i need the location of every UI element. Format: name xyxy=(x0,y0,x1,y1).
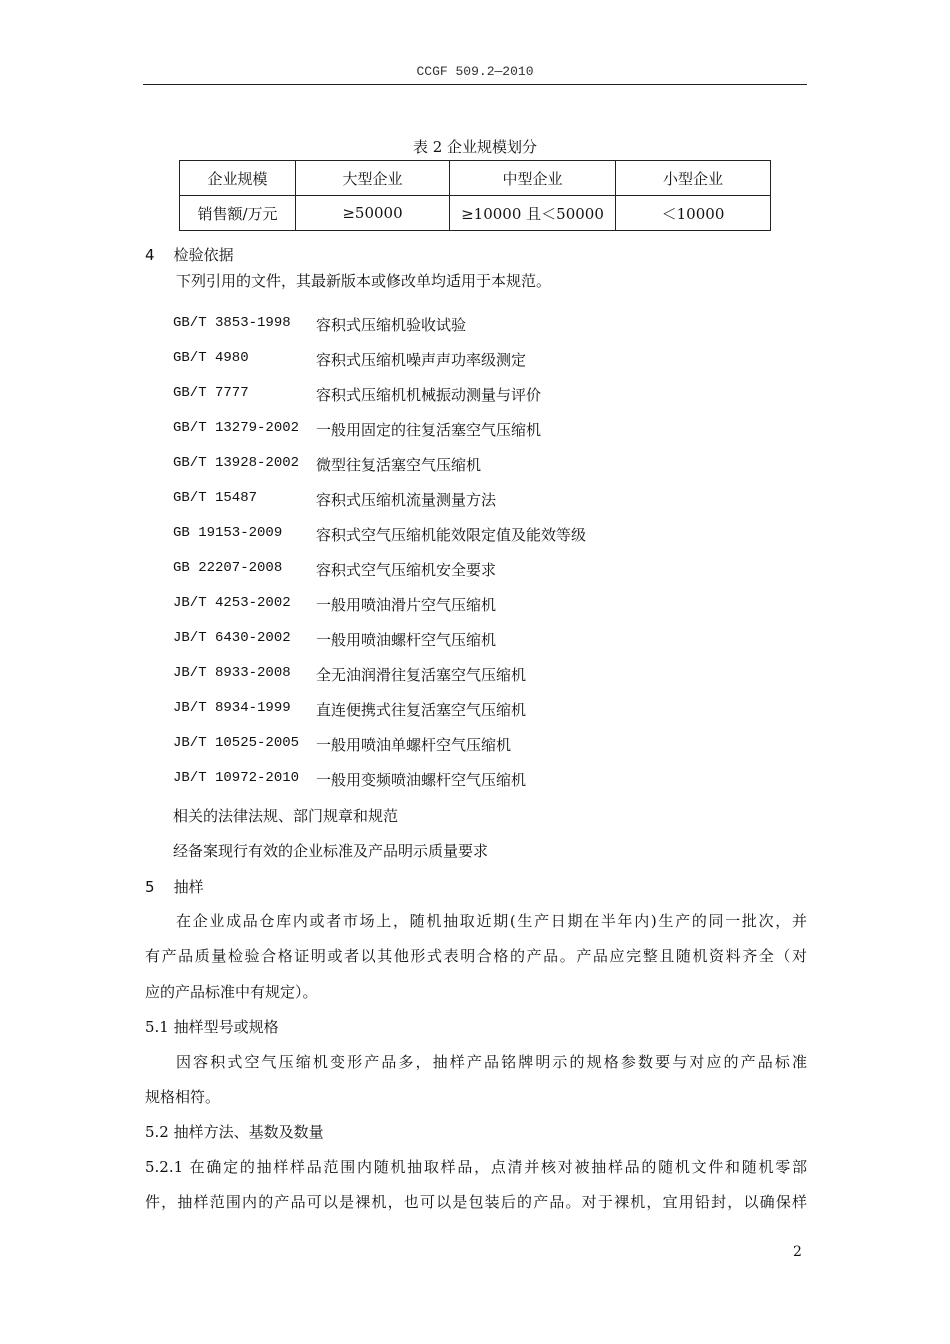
section-4-heading: 4 检验依据 xyxy=(145,246,234,264)
reference-code: JB/T 8934-1999 xyxy=(173,700,291,716)
paragraph-line: 5.2.1 在确定的抽样样品范围内随机抽取样品，点清并核对被抽样品的随机文件和随机零部 xyxy=(145,1158,807,1176)
reference-code: JB/T 4253-2002 xyxy=(173,595,291,611)
reference-title: 容积式压缩机机械振动测量与评价 xyxy=(316,386,542,404)
paragraph-line: 规格相符。 xyxy=(145,1088,221,1106)
reference-code: GB/T 13279-2002 xyxy=(173,420,300,436)
table-header-row xyxy=(180,161,771,196)
reference-title: 一般用喷油螺杆空气压缩机 xyxy=(316,631,497,649)
table-cell: ≥50000 xyxy=(296,196,450,231)
section-4-intro: 下列引用的文件，其最新版本或修改单均适用于本规范。 xyxy=(176,272,552,290)
page-number: 2 xyxy=(793,1244,802,1260)
reference-code: GB/T 4980 xyxy=(173,350,249,366)
enterprise-scale-table xyxy=(179,160,771,231)
subsection-5-2-heading: 5.2 抽样方法、基数及数量 xyxy=(145,1123,324,1141)
reference-title: 全无油润滑往复活塞空气压缩机 xyxy=(316,666,527,684)
reference-code: JB/T 10525-2005 xyxy=(173,735,300,751)
document-header-code: CCGF 509.2—2010 xyxy=(416,64,534,79)
reference-title: 容积式空气压缩机安全要求 xyxy=(316,561,497,579)
reference-code: JB/T 8933-2008 xyxy=(173,665,291,681)
reference-title: 容积式压缩机验收试验 xyxy=(316,316,467,334)
reference-code: GB/T 3853-1998 xyxy=(173,315,291,331)
reference-title: 微型往复活塞空气压缩机 xyxy=(316,456,482,474)
reference-code: GB/T 13928-2002 xyxy=(173,455,300,471)
reference-title: 一般用喷油滑片空气压缩机 xyxy=(316,596,497,614)
paragraph-line: 有产品质量检验合格证明或者以其他形式表明合格的产品。产品应完整且随机资料齐全（对 xyxy=(145,947,807,965)
reference-code: GB/T 15487 xyxy=(173,490,258,506)
table-cell: ≥10000 且＜50000 xyxy=(450,196,616,231)
table-cell: 小型企业 xyxy=(616,161,771,196)
reference-title: 一般用变频喷油螺杆空气压缩机 xyxy=(316,771,527,789)
reference-code: GB/T 7777 xyxy=(173,385,249,401)
table-cell: 销售额/万元 xyxy=(180,196,296,231)
reference-code: JB/T 6430-2002 xyxy=(173,630,291,646)
table-caption: 表 2 企业规模划分 xyxy=(412,138,538,156)
table-cell: 大型企业 xyxy=(296,161,450,196)
reference-extra-laws: 相关的法律法规、部门规章和规范 xyxy=(173,807,399,825)
reference-title: 容积式压缩机噪声声功率级测定 xyxy=(316,351,527,369)
table-row xyxy=(180,196,771,231)
reference-code: GB 22207-2008 xyxy=(173,560,283,576)
header-rule xyxy=(143,84,807,85)
reference-code: JB/T 10972-2010 xyxy=(173,770,300,786)
table-cell: 中型企业 xyxy=(450,161,616,196)
table-cell: 企业规模 xyxy=(180,161,296,196)
table-cell: ＜10000 xyxy=(616,196,771,231)
reference-extra-standards: 经备案现行有效的企业标准及产品明示质量要求 xyxy=(173,842,489,860)
paragraph-line: 件，抽样范围内的产品可以是裸机，也可以是包装后的产品。对于裸机，宜用铅封，以确保样 xyxy=(145,1193,807,1211)
section-5-heading: 5 抽样 xyxy=(145,878,204,896)
paragraph-line: 因容积式空气压缩机变形产品多，抽样产品铭牌明示的规格参数要与对应的产品标准 xyxy=(176,1053,807,1071)
reference-title: 一般用固定的往复活塞空气压缩机 xyxy=(316,421,542,439)
reference-title: 容积式压缩机流量测量方法 xyxy=(316,491,497,509)
reference-code: GB 19153-2009 xyxy=(173,525,283,541)
paragraph-line: 应的产品标准中有规定）。 xyxy=(145,983,318,1001)
paragraph-line: 在企业成品仓库内或者市场上，随机抽取近期(生产日期在半年内)生产的同一批次，并 xyxy=(176,912,807,930)
subsection-5-1-heading: 5.1 抽样型号或规格 xyxy=(145,1018,279,1036)
reference-title: 直连便携式往复活塞空气压缩机 xyxy=(316,701,527,719)
reference-title: 一般用喷油单螺杆空气压缩机 xyxy=(316,736,512,754)
reference-title: 容积式空气压缩机能效限定值及能效等级 xyxy=(316,526,587,544)
